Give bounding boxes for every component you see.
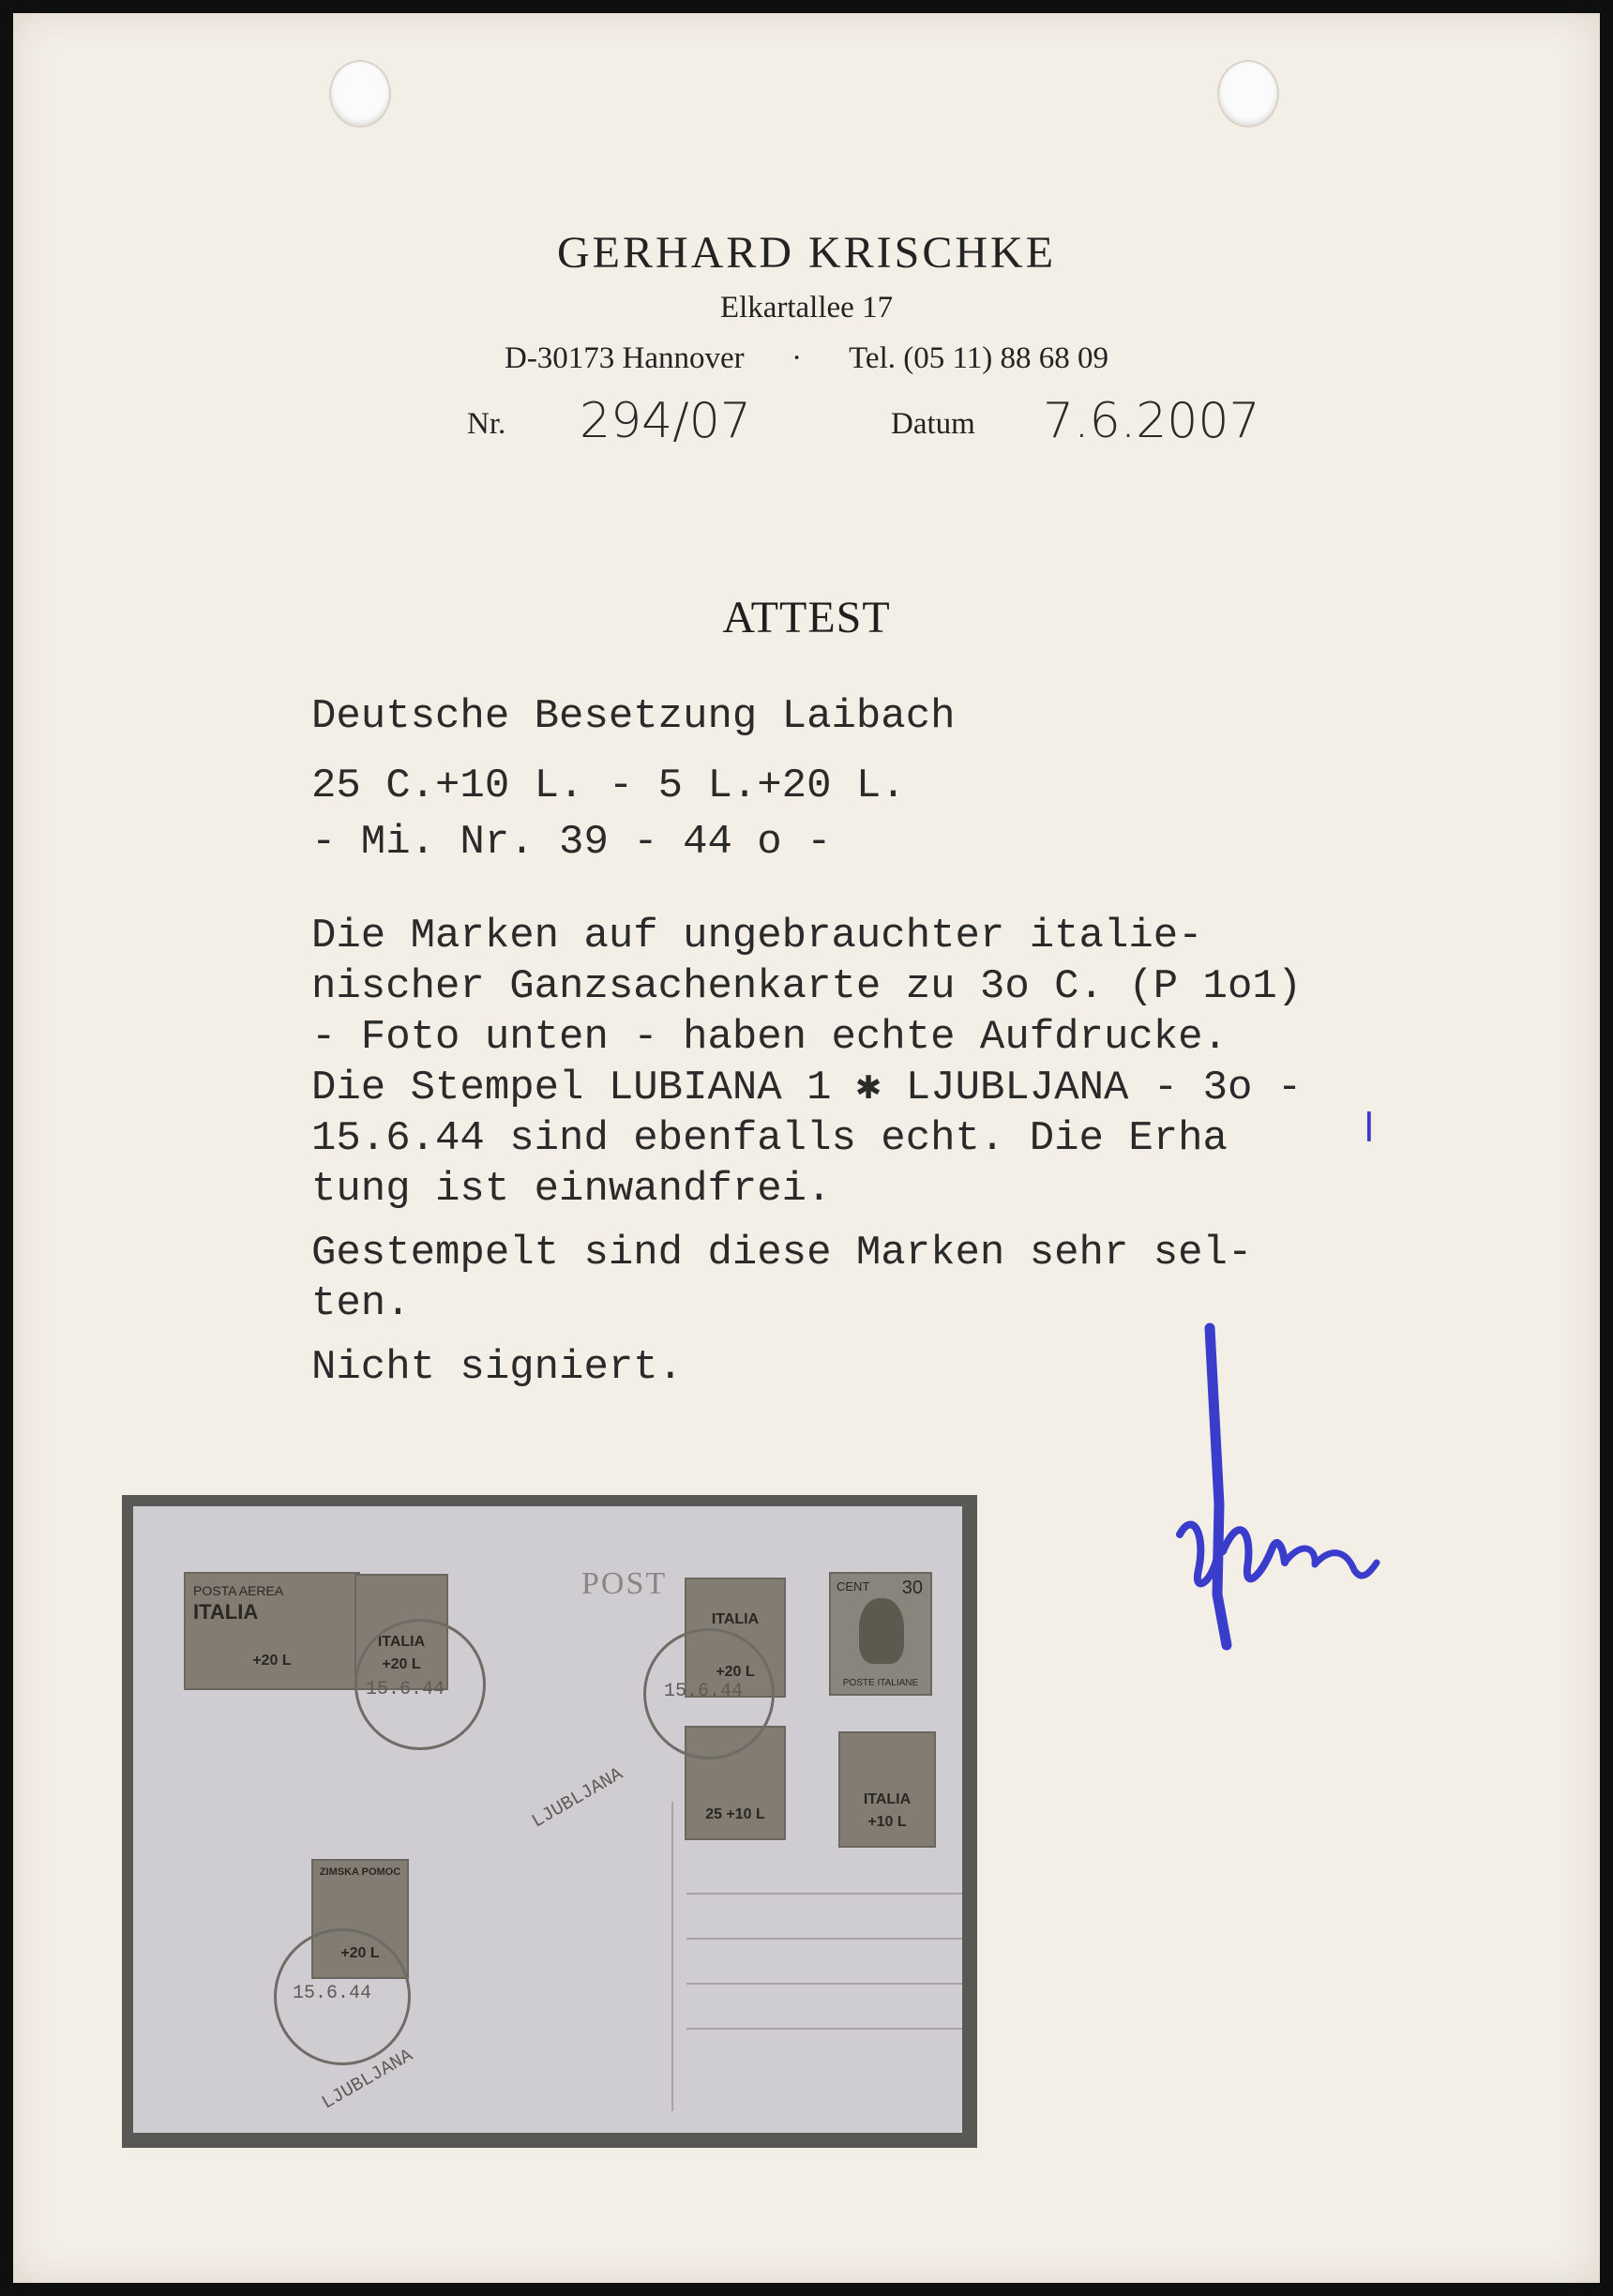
value-range-line: 25 C.+10 L. - 5 L.+20 L. — [311, 763, 906, 809]
date-value: 7.6.2007 — [1043, 393, 1260, 449]
letterhead-city-line — [13, 341, 1600, 376]
body-line-3: - Foto unten - haben echte Aufdrucke. — [311, 1014, 1228, 1061]
stamp-overprint-7: ZIMSKA POMOC +20 L — [311, 1859, 409, 1979]
body-line-5: 15.6.44 sind ebenfalls echt. Die Erha — [311, 1115, 1228, 1162]
letterhead-street: Elkartallee 17 — [719, 291, 894, 325]
address-line — [686, 1983, 962, 1985]
catalog-number-line: - Mi. Nr. 39 - 44 o - — [311, 819, 832, 866]
rarity-line-2: ten. — [311, 1280, 411, 1327]
body-line-4: Die Stempel LUBIANA 1 ✱ LJUBLJANA - 3o - — [311, 1065, 1303, 1111]
letterhead-phone: Tel. (05 11) 88 68 09 — [849, 341, 1109, 375]
stamp-air-mail: POSTA AEREA ITALIA +20 L — [184, 1572, 360, 1690]
body-line-1: Die Marken auf ungebrauchter italie- — [311, 913, 1203, 959]
number-label: Nr. — [467, 407, 506, 441]
not-signed-line: Nicht signiert. — [311, 1344, 684, 1391]
stamp-overprint-3: ITALIA +20 L — [685, 1578, 786, 1698]
subject-line: Deutsche Besetzung Laibach — [311, 693, 956, 740]
address-line — [686, 1938, 962, 1940]
stamp-overprint-2: ITALIA +20 L — [354, 1574, 448, 1690]
punch-hole-right — [1219, 62, 1277, 126]
card-divider — [671, 1802, 673, 2111]
letterhead-separator: · — [791, 341, 803, 375]
signature — [1161, 1317, 1405, 1654]
address-line — [686, 2028, 962, 2030]
stamp-overprint-5: 25 +10 L — [685, 1726, 786, 1840]
postal-card-photo — [122, 1495, 977, 2148]
king-portrait — [859, 1598, 904, 1664]
certificate-page — [13, 13, 1600, 2283]
body-line-2: nischer Ganzsachenkarte zu 3o C. (P 1o1) — [311, 963, 1303, 1010]
number-value: 294/07 — [580, 393, 751, 449]
certificate-title: ATTEST — [722, 593, 891, 642]
postmark-date: 15.6.44 — [293, 1983, 372, 2004]
stamp-overprint-6: ITALIA +10 L — [838, 1731, 936, 1848]
address-line — [686, 1893, 962, 1895]
letterhead-city: D-30173 Hannover — [504, 341, 745, 375]
rarity-line-1: Gestempelt sind diese Marken sehr sel- — [311, 1230, 1253, 1276]
postmark-date: 15.6.44 — [366, 1679, 445, 1700]
postmark-city: LJUBLJANA — [528, 1763, 627, 1834]
punch-hole-left — [331, 62, 389, 126]
postmark-date: 15.6.44 — [664, 1681, 744, 1702]
postal-card — [133, 1506, 962, 2133]
date-label: Datum — [891, 407, 975, 441]
card-label-right: POST — [581, 1566, 668, 1601]
letterhead-name: GERHARD KRISCHKE — [556, 228, 1057, 278]
handwritten-correction: l — [1364, 1105, 1375, 1151]
body-line-6: tung ist einwandfrei. — [311, 1166, 832, 1213]
stamp-imprinted-30c: CENT 30 POSTE ITALIANE — [829, 1572, 932, 1696]
postmark-city: LJUBLJANA — [318, 2045, 417, 2115]
